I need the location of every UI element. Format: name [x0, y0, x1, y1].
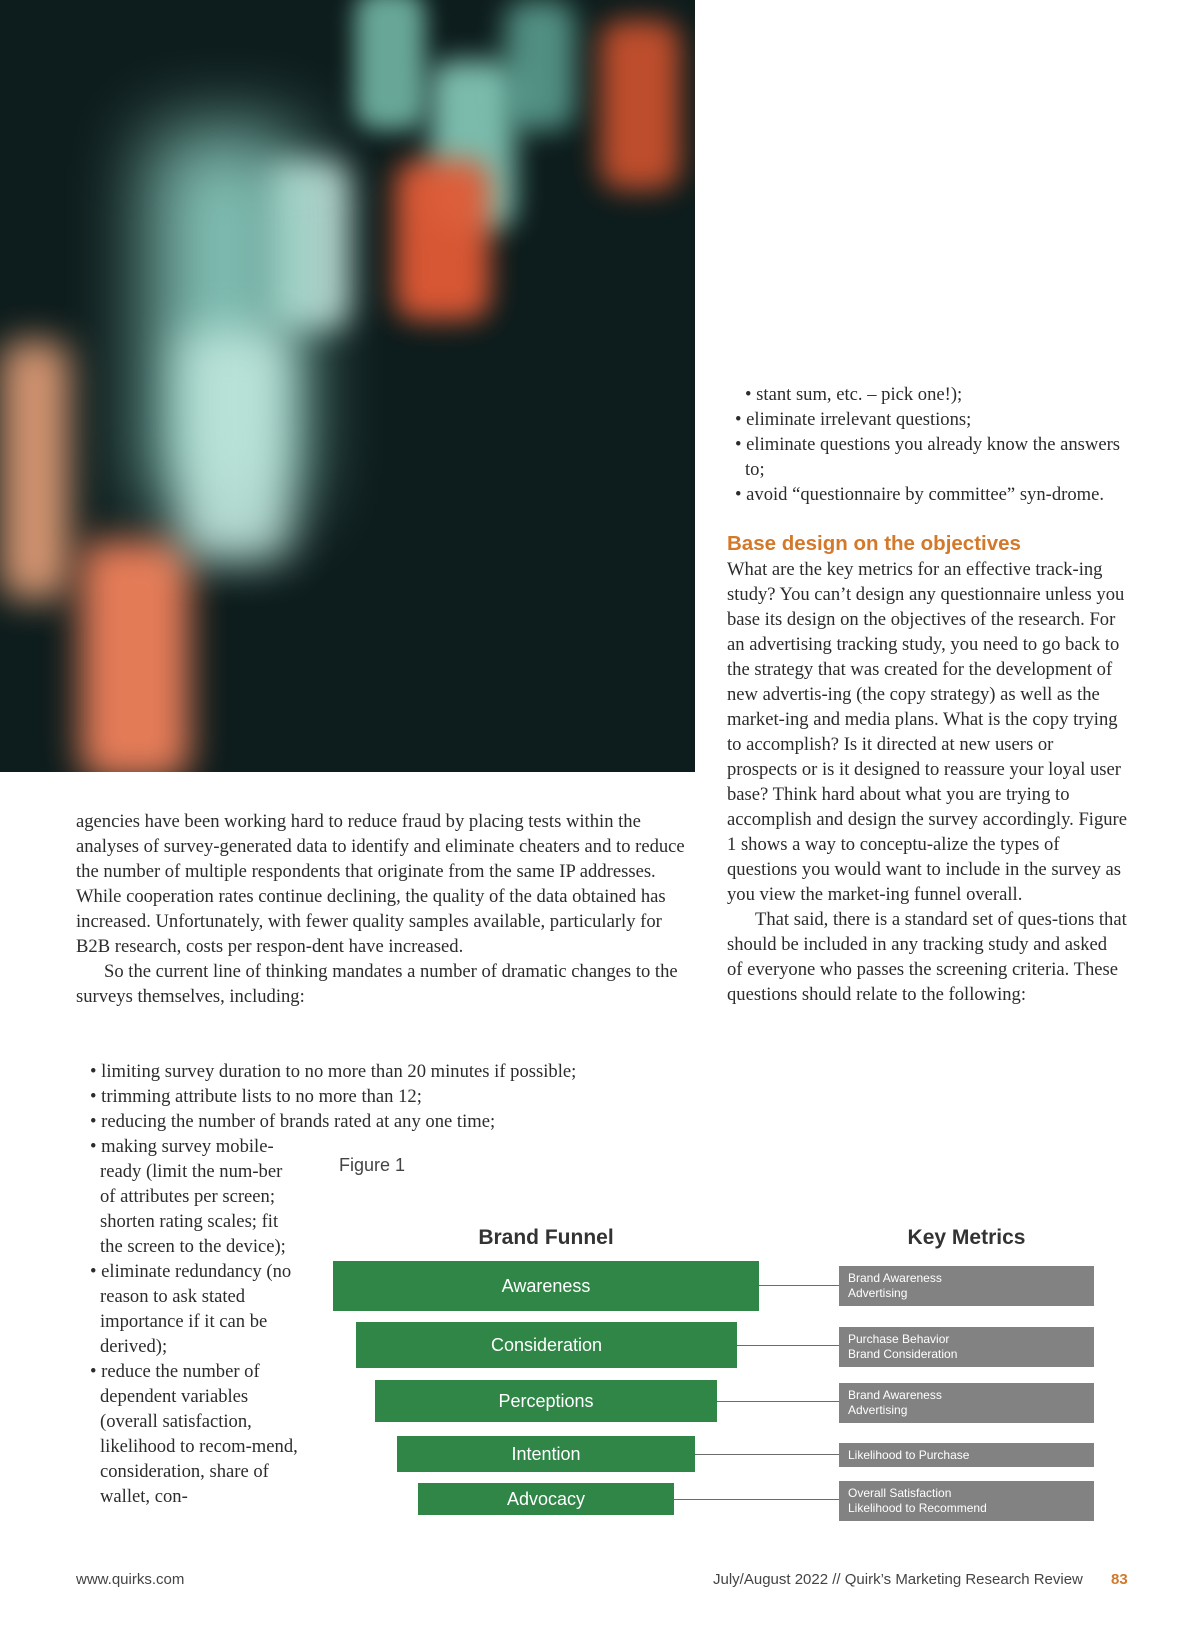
bullet-list-top — [727, 382, 1127, 507]
list-item: • eliminate irrelevant questions; — [727, 407, 1127, 432]
funnel-stage-perceptions: Perceptions — [375, 1380, 717, 1422]
connector-line — [759, 1285, 839, 1286]
metric-line: Purchase Behavior — [848, 1332, 950, 1346]
page-number: 83 — [1111, 1571, 1128, 1588]
list-item-continuation: • stant sum, etc. – pick one!); — [727, 382, 1127, 407]
metric-line: Brand Awareness — [848, 1271, 942, 1285]
list-item: • limiting survey duration to no more than 20 minutes if possible; — [82, 1059, 702, 1084]
metric-box-awareness — [839, 1266, 1094, 1306]
metric-box-consideration — [839, 1327, 1094, 1367]
bullet-list-wide — [82, 1059, 702, 1134]
funnel-stage-consideration: Consideration — [356, 1322, 737, 1368]
metric-line: Likelihood to Recommend — [848, 1501, 987, 1515]
metric-box-advocacy — [839, 1481, 1094, 1521]
connector-line — [674, 1499, 839, 1500]
paragraph: agencies have been working hard to reduce fraud by placing tests within the analyses of survey-generated data to identify and eliminate cheaters and to reduce the number of multiple respondents that originate from the same IP addresses. While cooperation rates continue declining, the quality of the data obtained has increased. Unfortunately, with fewer quality samples available, particularly for B2B research, costs per respon-dent have increased. — [76, 811, 685, 957]
right-column — [727, 382, 1127, 1007]
paragraph: What are the key metrics for an effective track-ing study? You can’t design any questionnaire unless you base its design on the objectives of the research. For an advertising tracking study, you need to go back to the strategy that was created for the development of new advertis-ing (the copy strategy) as well as the market-ing and media plans. What is the copy trying to accomplish? Is it directed at new users or prospects or is it designed to reassure your loyal user base? Think hard about what you are trying to accomplish and design the survey accordingly. Figure 1 shows a way to conceptu-alize the types of questions you would want to include in the survey as you view the market-ing funnel overall. — [727, 559, 1128, 905]
metric-box-intention — [839, 1443, 1094, 1467]
metric-box-perceptions — [839, 1383, 1094, 1423]
list-item: • reduce the number of dependent variables (overall satisfaction, likelihood to recom-mend, consideration, share of wallet, con- — [82, 1359, 302, 1509]
metric-line: Brand Consideration — [848, 1347, 958, 1361]
figure-label: Figure 1 — [339, 1155, 406, 1175]
footer-website: www.quirks.com — [76, 1571, 185, 1588]
list-item: • avoid “questionnaire by committee” syn-drome. — [727, 482, 1127, 507]
list-item: • eliminate questions you already know the answers to; — [727, 432, 1127, 482]
funnel-stage-intention: Intention — [397, 1436, 695, 1472]
connector-line — [695, 1454, 839, 1455]
paragraph: So the current line of thinking mandates a number of dramatic changes to the surveys themselves, including: — [76, 961, 678, 1007]
funnel-title: Brand Funnel — [478, 1226, 614, 1249]
left-column — [76, 809, 696, 1009]
metrics-title: Key Metrics — [907, 1226, 1026, 1249]
metric-line: Brand Awareness — [848, 1388, 942, 1402]
list-item: • trimming attribute lists to no more than 12; — [82, 1084, 702, 1109]
metric-line: Overall Satisfaction — [848, 1486, 952, 1500]
funnel-stage-awareness: Awareness — [333, 1261, 759, 1311]
connector-line — [737, 1345, 839, 1346]
metric-line: Likelihood to Purchase — [848, 1447, 970, 1462]
footer-issue: July/August 2022 // Quirk’s Marketing Research Review — [713, 1571, 1083, 1588]
bullet-list-narrow — [82, 1134, 302, 1509]
abstract-blurred-bokeh-image — [0, 0, 695, 772]
connector-line — [717, 1401, 839, 1402]
paragraph: That said, there is a standard set of ques-tions that should be included in any tracking study and asked of everyone who passes the screening criteria. These questions should relate to the following: — [727, 909, 1127, 1005]
section-heading: Base design on the objectives — [727, 532, 1021, 555]
list-item: • making survey mobile-ready (limit the num-ber of attributes per screen; shorten rating scales; fit the screen to the device); — [82, 1134, 302, 1259]
funnel-stage-advocacy: Advocacy — [418, 1483, 674, 1515]
metric-line: Advertising — [848, 1403, 908, 1417]
list-item: • reducing the number of brands rated at any one time; — [82, 1109, 702, 1134]
metric-line: Advertising — [848, 1286, 908, 1300]
list-item: • eliminate redundancy (no reason to ask stated importance if it can be derived); — [82, 1259, 302, 1359]
